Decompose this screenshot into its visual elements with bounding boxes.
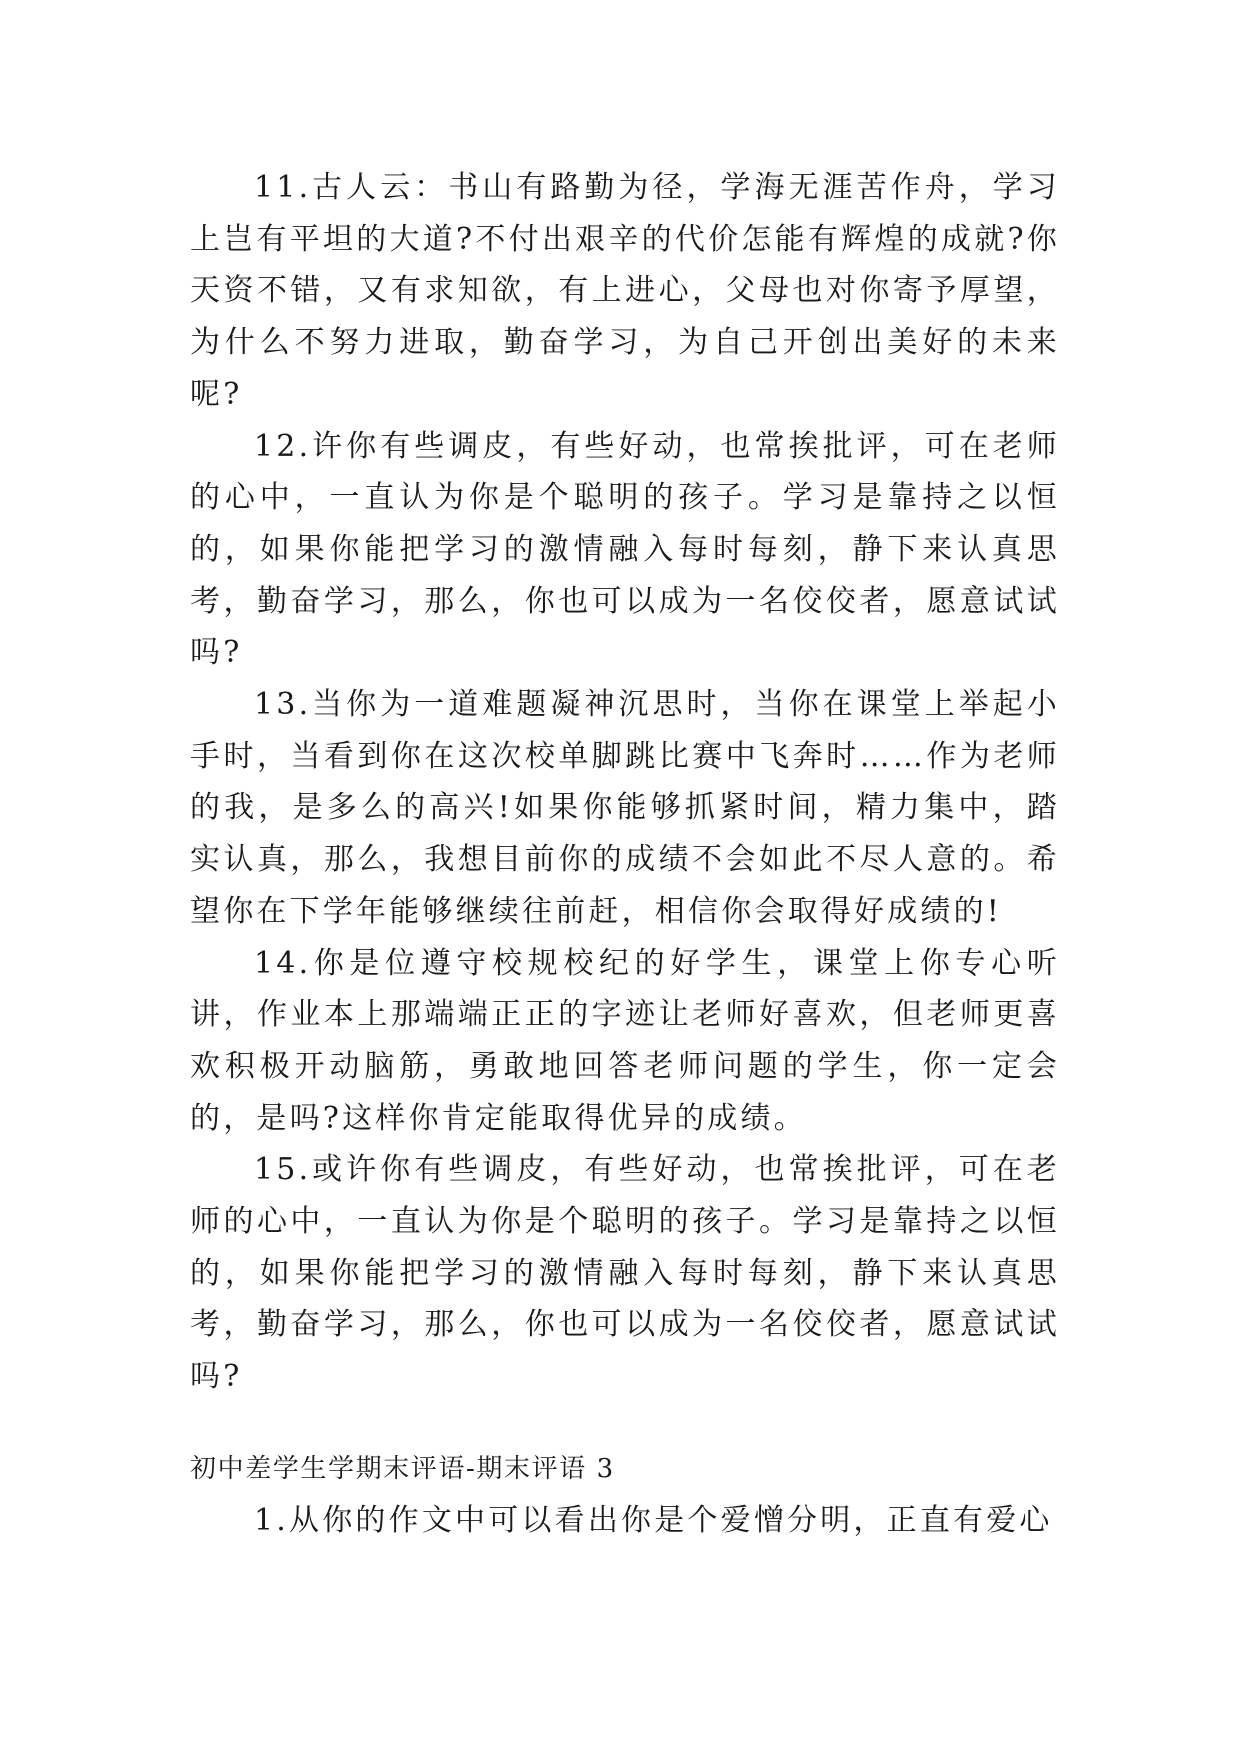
section-paragraph-1: 1.从你的作文中可以看出你是个爱憎分明，正直有爱心 [254, 1502, 1053, 1538]
section-heading: 初中差学生学期末评语-期末评语 3 [190, 1453, 615, 1484]
comment-paragraph-11: 11.古人云：书山有路勤为径，学海无涯苦作舟，学习上岂有平坦的大道?不付出艰辛的代价怎能有辉煌的成就?你天资不错，又有求知欲，有上进心，父母也对你寄予厚望，为什么不努力进取，勤奋学习，为自己开创出美好的未来呢? [190, 170, 1060, 412]
comment-paragraph-15: 15.或许你有些调皮，有些好动，也常挨批评，可在老师的心中，一直认为你是个聪明的孩子。学习是靠持之以恒的，如果你能把学习的激情融入每时每刻，静下来认真思考，勤奋学习，那么，你也可以成为一名佼佼者，愿意试试吗? [190, 1152, 1060, 1395]
comment-paragraph-12: 12.许你有些调皮，有些好动，也常挨批评，可在老师的心中，一直认为你是个聪明的孩子。学习是靠持之以恒的，如果你能把学习的激情融入每时每刻，静下来认真思考，勤奋学习，那么，你也可以成为一名佼佼者，愿意试试吗? [190, 428, 1060, 671]
comment-paragraph-13: 13.当你为一道难题凝神沉思时，当你在课堂上举起小手时，当看到你在这次校单脚跳比赛中飞奔时……作为老师的我，是多么的高兴!如果你能够抓紧时间，精力集中，踏实认真，那么，我想目前你的成绩不会如此不尽人意的。希望你在下学年能够继续往前赶，相信你会取得好成绩的! [190, 687, 1060, 929]
document-body [190, 162, 1060, 1547]
comment-paragraph-14: 14.你是位遵守校规校纪的好学生，课堂上你专心听讲，作业本上那端端正正的字迹让老师好喜欢，但老师更喜欢积极开动脑筋，勇敢地回答老师问题的学生，你一定会的，是吗?这样你肯定能取得优异的成绩。 [190, 945, 1060, 1136]
